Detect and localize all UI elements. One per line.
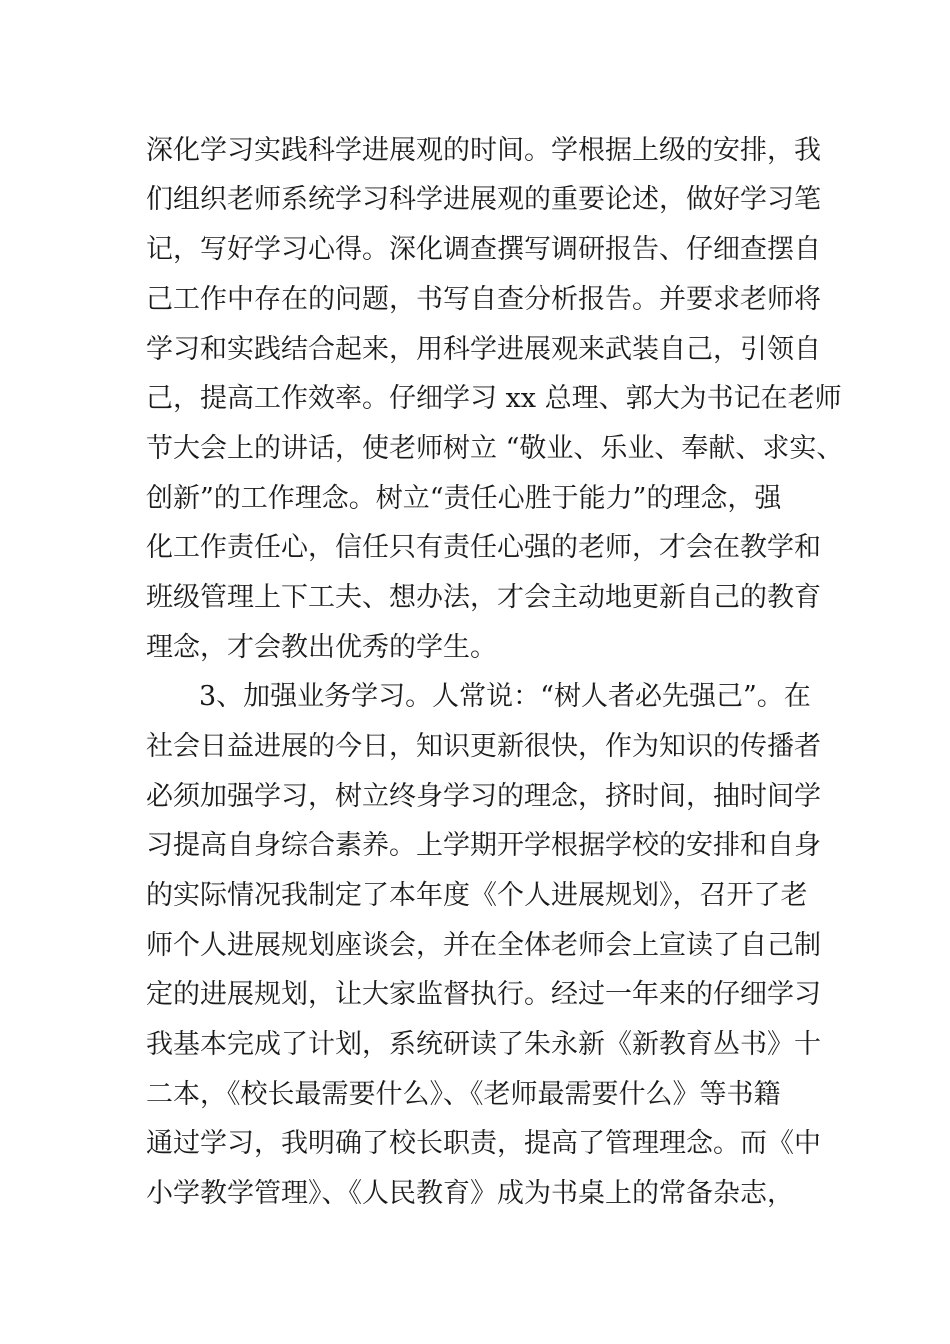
text-line: 深化学习实践科学进展观的时间。学根据上级的安排，我 bbox=[146, 135, 821, 166]
text-line: 小学教学管理》、《人民教育》成为书桌上的常备杂志， bbox=[146, 1178, 794, 1209]
text-line: 通过学习，我明确了校长职责，提高了管理理念。而《中 bbox=[146, 1128, 821, 1159]
text-line: 习提高自身综合素养。上学期开学根据学校的安排和自身 bbox=[146, 830, 821, 861]
text-line: 班级管理上下工夫、想办法，才会主动地更新自己的教育 bbox=[146, 582, 821, 613]
text-line: 节大会上的讲话，使老师树立 “敬业、乐业、奉献、求实、 bbox=[146, 433, 844, 464]
text-line: 己工作中存在的问题，书写自查分析报告。并要求老师将 bbox=[146, 284, 821, 315]
text-line: 们组织老师系统学习科学进展观的重要论述，做好学习笔 bbox=[146, 184, 821, 215]
text-line: 社会日益进展的今日，知识更新很快，作为知识的传播者 bbox=[146, 731, 821, 762]
text-line: 化工作责任心，信任只有责任心强的老师，才会在教学和 bbox=[146, 532, 821, 563]
text-line: 定的进展规划，让大家监督执行。经过一年来的仔细学习 bbox=[146, 979, 821, 1010]
text-line: 的实际情况我制定了本年度《个人进展规划》，召开了老 bbox=[146, 880, 808, 911]
paragraph-first-line: 3、加强业务学习。人常说：“树人者必先强己”。在 bbox=[199, 681, 811, 712]
text-line: 记，写好学习心得。深化调查撰写调研报告、仔细查摆自 bbox=[146, 234, 821, 265]
text-line: 二本，《校长最需要什么》、《老师最需要什么》等书籍 bbox=[146, 1079, 781, 1110]
text-line: 必须加强学习，树立终身学习的理念，挤时间，抽时间学 bbox=[146, 781, 821, 812]
text-line: 理念，才会教出优秀的学生。 bbox=[146, 632, 497, 663]
text-line: 我基本完成了计划，系统研读了朱永新《新教育丛书》十 bbox=[146, 1029, 821, 1060]
text-line: 创新”的工作理念。树立“责任心胜于能力”的理念，强 bbox=[146, 483, 782, 514]
text-line: 师个人进展规划座谈会，并在全体老师会上宣读了自己制 bbox=[146, 930, 821, 961]
text-line: 学习和实践结合起来，用科学进展观来武装自己，引领自 bbox=[146, 334, 821, 365]
text-line: 己，提高工作效率。仔细学习 xx 总理、郭大为书记在老师 bbox=[146, 383, 842, 414]
